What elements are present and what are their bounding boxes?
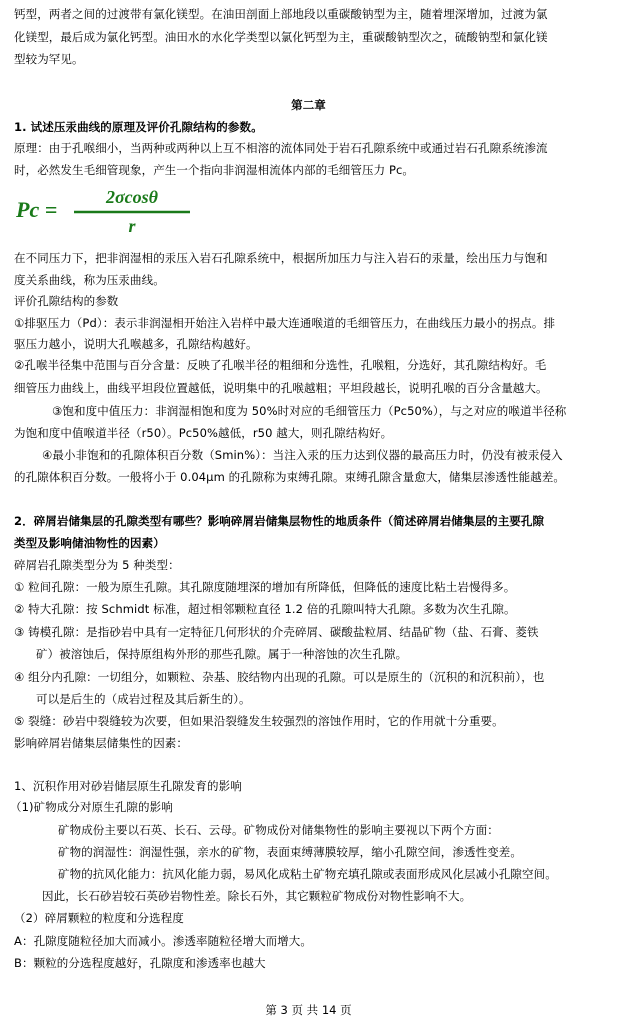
q1-heading: 1. 试述压汞曲线的原理及评价孔隙结构的参数。 xyxy=(14,120,263,134)
q1-param-line: 为饱和度中值喉道半径（r50）。Pc50%越低，r50 越大，则孔隙结构好。 xyxy=(14,426,393,440)
q1-params-title: 评价孔隙结构的参数 xyxy=(14,294,119,308)
q2-type-item: 矿）被溶蚀后，保持原组构外形的那些孔隙。属于一种溶蚀的次生孔隙。 xyxy=(36,647,408,661)
q2-factors-title: 影响碎屑岩储集层储集性的因素： xyxy=(14,736,188,750)
q2-heading: 2．碎屑岩储集层的孔隙类型有哪些？影响碎屑岩储集层物性的地质条件（简述碎屑岩储集层的主要孔隙 xyxy=(14,514,545,528)
q2-factor-subheading: （2）碎屑颗粒的粒度和分选程度 xyxy=(14,911,184,925)
q2-types-intro: 碎屑岩孔隙类型分为 5 种类型： xyxy=(14,558,180,572)
q2-factor-line: A：孔隙度随粒径加大而减小。渗透率随粒径增大而增大。 xyxy=(14,934,312,948)
q2-type-item: ② 特大孔隙：按 Schmidt 标准，超过相邻颗粒直径 1.2 倍的孔隙叫特大孔隙。多数为次生孔隙。 xyxy=(14,602,516,616)
q1-param-line: 细管压力曲线上，曲线平坦段位置越低，说明集中的孔喉越粗；平坦段越长，说明孔喉的百分含量越大。 xyxy=(14,381,548,395)
q1-principle-line: 原理：由于孔喉细小，当两种或两种以上互不相溶的流体同处于岩石孔隙系统中或通过岩石孔隙系统渗流 xyxy=(14,141,548,155)
q2-type-item: ⑤ 裂缝：砂岩中裂缝较为次要，但如果沿裂缝发生较强烈的溶蚀作用时，它的作用就十分重要。 xyxy=(14,714,504,728)
q1-param-line: 驱压力越小，说明大孔喉越多，孔隙结构越好。 xyxy=(14,337,258,351)
q2-factor-line: 矿物成份主要以石英、长石、云母。矿物成份对储集物性的影响主要视以下两个方面： xyxy=(58,823,499,837)
q2-type-item: ① 粒间孔隙：一般为原生孔隙。其孔隙度随埋深的增加有所降低，但降低的速度比粘土岩慢得多。 xyxy=(14,580,516,594)
q2-heading: 类型及影响储油物性的因素） xyxy=(14,536,165,550)
intro-line: 型较为罕见。 xyxy=(14,52,84,66)
q2-type-item: ③ 铸模孔隙：是指砂岩中具有一定特征几何形状的介壳碎屑、碳酸盐粒屑、结晶矿物（盐、石膏、菱铁 xyxy=(14,625,539,639)
q2-type-item: 可以是后生的（成岩过程及其后新生的）。 xyxy=(36,692,251,706)
chapter-title: 第二章 xyxy=(291,98,326,112)
q2-factor-line: 矿物的抗风化能力：抗风化能力弱，易风化成粘土矿物充填孔隙或表面形成风化层减小孔隙空间。 xyxy=(58,867,557,881)
q2-factor-line: 矿物的润湿性：润湿性强，亲水的矿物，表面束缚薄膜较厚，缩小孔隙空间，渗透性变差。 xyxy=(58,845,522,859)
q2-type-item: ④ 组分内孔隙：一切组分，如颗粒、杂基、胶结物内出现的孔隙。可以是原生的（沉积的和沉积前），也 xyxy=(14,670,545,684)
q1-param-line: ②孔喉半径集中范围与百分含量：反映了孔喉半径的粗细和分选性，孔喉粗，分选好，其孔隙结构好。毛 xyxy=(14,358,547,372)
q2-factor-line: B：颗粒的分选程度越好，孔隙度和渗透率也越大 xyxy=(14,956,266,970)
q1-param-line: ③饱和度中值压力：非润湿相饱和度为 50%时对应的毛细管压力（Pc50%），与之对应的喉道半径称 xyxy=(52,404,567,418)
formula-denominator: r xyxy=(128,216,136,236)
q1-param-line: 的孔隙体积百分数。一般将小于 0.04μm 的孔隙称为束缚孔隙。束缚孔隙含量愈大，储集层渗透性能越差。 xyxy=(14,470,566,484)
q1-principle-line: 时，必然发生毛细管现象，产生一个指向非润湿相流体内部的毛细管压力 Pc。 xyxy=(14,163,415,177)
q1-param-line: ①排驱压力（Pd）：表示非润湿相开始注入岩样中最大连通喉道的毛细管压力，在曲线压力最小的拐点。排 xyxy=(14,316,556,330)
q1-curve-line: 度关系曲线，称为压汞曲线。 xyxy=(14,273,165,287)
q2-factor-heading: 1、沉积作用对砂岩储层原生孔隙发育的影响 xyxy=(14,779,242,793)
capillary-pressure-formula xyxy=(14,186,194,238)
q1-param-line: ④最小非饱和的孔隙体积百分数（Smin%）：当注入汞的压力达到仪器的最高压力时，仍没有被汞侵入 xyxy=(42,448,563,462)
page-footer: 第 3 页 共 14 页 xyxy=(265,1003,352,1017)
intro-line: 钙型，两者之间的过渡带有氯化镁型。在油田剖面上部地段以重碳酸钠型为主，随着埋深增加，过渡为氯 xyxy=(14,7,548,21)
formula-lhs: Pc = xyxy=(16,197,58,222)
intro-line: 化镁型，最后成为氯化钙型。油田水的水化学类型以氯化钙型为主，重碳酸钠型次之，硫酸钠型和氯化镁 xyxy=(14,30,548,44)
q2-factor-subheading: （1)矿物成分对原生孔隙的影响 xyxy=(10,800,173,814)
formula-numerator: 2σcosθ xyxy=(105,187,159,207)
q1-curve-line: 在不同压力下，把非润湿相的汞压入岩石孔隙系统中，根据所加压力与注入岩石的汞量，绘出压力与饱和 xyxy=(14,251,548,265)
q2-factor-line: 因此，长石砂岩较石英砂岩物性差。除长石外，其它颗粒矿物成份对物性影响不大。 xyxy=(42,889,472,903)
